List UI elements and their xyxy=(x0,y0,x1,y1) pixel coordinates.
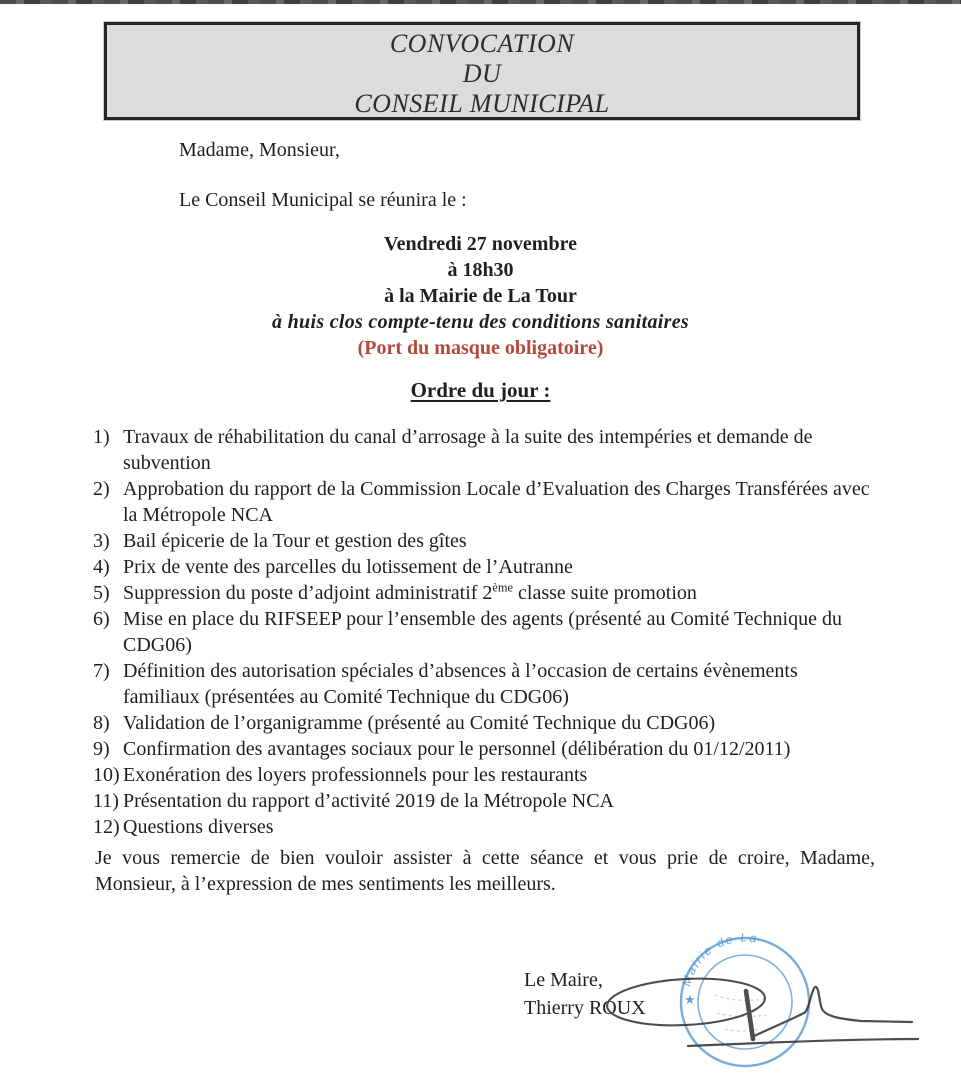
agenda-item xyxy=(93,814,876,840)
agenda-item-text: Questions diverses xyxy=(123,816,274,838)
agenda-item-text: Confirmation des avantages sociaux pour le personnel (délibération du 01/12/2011) xyxy=(123,738,791,760)
agenda-item xyxy=(93,580,876,606)
agenda-item-number: 6) xyxy=(93,608,110,630)
salutation: Madame, Monsieur, xyxy=(179,139,340,161)
closed-session-notice: à huis clos compte-tenu des conditions sanitaires xyxy=(272,311,689,333)
agenda-item xyxy=(93,788,876,814)
handwritten-signature-icon xyxy=(606,975,918,1046)
agenda-item-number: 9) xyxy=(93,738,110,760)
title-line-2: DU xyxy=(462,59,502,88)
signature-and-stamp-art xyxy=(555,925,955,1074)
agenda-item-text: Exonération des loyers professionnels pour les restaurants xyxy=(123,764,588,786)
scan-edge-artifact xyxy=(0,0,961,4)
agenda-item xyxy=(93,762,876,788)
agenda-item-text: Validation de l’organigramme (présenté au Comité Technique du CDG06) xyxy=(123,712,716,734)
agenda-item xyxy=(93,476,876,528)
signer-role: Le Maire, xyxy=(524,969,603,991)
agenda-item xyxy=(93,424,876,476)
signer-name: Thierry ROUX xyxy=(524,997,646,1019)
agenda-item xyxy=(93,528,876,554)
agenda-item-number: 5) xyxy=(93,582,110,604)
agenda-item-text: Mise en place du RIFSEEP pour l’ensemble des agents (présenté au Comité Technique du CDG06) xyxy=(123,608,842,656)
agenda-item-number: 1) xyxy=(93,426,110,448)
agenda-item xyxy=(93,606,876,658)
agenda-item-text: Prix de vente des parcelles du lotissement de l’Autranne xyxy=(123,556,573,578)
agenda-item-text: Approbation du rapport de la Commission Locale d’Evaluation des Charges Transférées avec la Métropole NCA xyxy=(123,478,870,526)
title-line-1: CONVOCATION xyxy=(389,29,575,58)
agenda-item xyxy=(93,736,876,762)
intro-line: Le Conseil Municipal se réunira le : xyxy=(179,189,467,211)
agenda-item-text: Suppression du poste d’adjoint administratif 2ème classe suite promotion xyxy=(123,580,697,604)
closing-paragraph: Je vous remercie de bien vouloir assister à cette séance et vous prie de croire, Madame, Monsieur, à l’expression de mes sentiments les meilleurs. xyxy=(95,847,875,895)
agenda-item-number: 2) xyxy=(93,478,110,500)
agenda-item-text: Bail épicerie de la Tour et gestion des gîtes xyxy=(123,530,467,552)
agenda-item-number: 8) xyxy=(93,712,110,734)
meeting-place: à la Mairie de La Tour xyxy=(384,285,577,307)
stamp-star-icon: ★ xyxy=(684,992,696,1007)
document-title-box xyxy=(104,22,860,120)
agenda-item-number: 12) xyxy=(93,816,120,838)
agenda-item-number: 7) xyxy=(93,660,110,682)
agenda-item xyxy=(93,658,876,710)
meeting-date: Vendredi 27 novembre xyxy=(384,233,577,255)
agenda-item-number: 4) xyxy=(93,556,110,578)
meeting-details xyxy=(0,231,961,361)
agenda-item-text: Présentation du rapport d’activité 2019 de la Métropole NCA xyxy=(123,790,614,812)
mask-required-notice: (Port du masque obligatoire) xyxy=(357,337,604,359)
agenda-item-text: Définition des autorisation spéciales d’absences à l’occasion de certains évènements familiaux (présentées au Comité Technique du CDG06) xyxy=(123,660,798,708)
agenda-item xyxy=(93,554,876,580)
agenda-heading: Ordre du jour : xyxy=(410,378,551,402)
agenda-item xyxy=(93,710,876,736)
meeting-time: à 18h30 xyxy=(447,259,514,281)
agenda-list xyxy=(93,424,876,840)
agenda-item-number: 3) xyxy=(93,530,110,552)
agenda-item-text: Travaux de réhabilitation du canal d’arrosage à la suite des intempéries et demande de subvention xyxy=(123,426,813,474)
title-line-3: CONSEIL MUNICIPAL xyxy=(354,89,610,118)
stamp-arc-text: Mairie de La xyxy=(679,930,760,988)
agenda-item-number: 11) xyxy=(93,790,119,812)
agenda-item-number: 10) xyxy=(93,764,120,786)
